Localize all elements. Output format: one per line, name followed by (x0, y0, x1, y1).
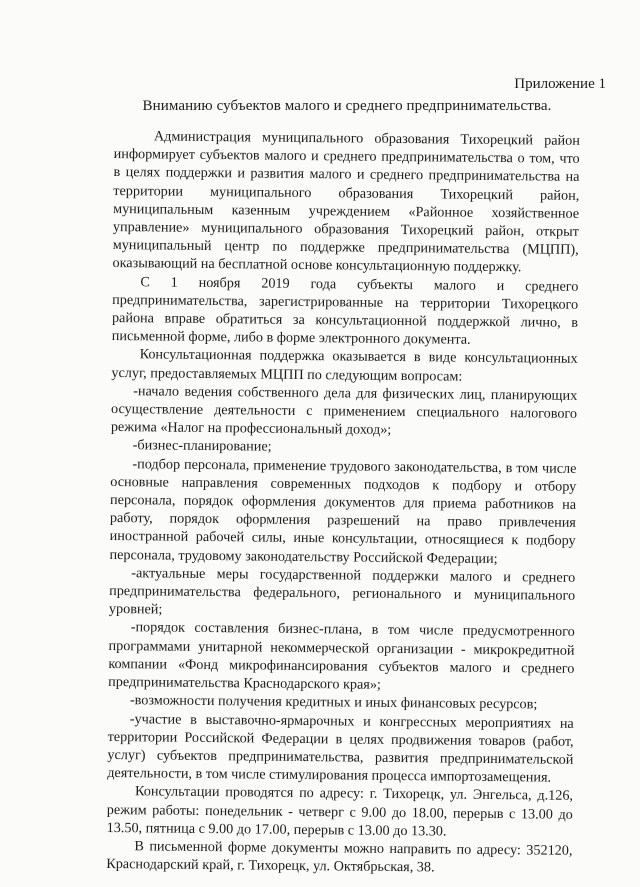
list-item: -начало ведения собственного дела для физических лиц, планирующих осуществление деятельности с применением специального налогового режима «Налог на профессиональный доход»; (110, 383, 578, 439)
list-item: -порядок составления бизнес-плана, в том числе предусмотренного программами унитарной некоммерческой организации - микрокредитной компании «Фонд микрофинансирования субъектов малого и среднего предпринимательства Краснодарского края»; (108, 619, 575, 693)
paragraph-mail: В письменной форме документы можно направить по адресу: 352120, Краснодарский край, г. Тихорецк, ул. Октябрьская, 38. (106, 838, 573, 876)
list-item: -актуальные меры государственной поддержки малого и среднего предпринимательства федерального, регионального и муниципального уровней; (108, 565, 576, 618)
appendix-label: Приложение 1 (514, 76, 606, 92)
list-item: -бизнес-планирование; (132, 437, 272, 456)
paragraph-intro: Администрация муниципального образования Тихорецкий район информирует субъектов малого и среднего предпринимательства о том, что в целях поддержки и развития малого и среднего предпринимательства на территории муниципального образования Тихорецкий район, муниципальным казенным учреждением «Районное хозяйственное управление» муниципального образования Тихорецкий район, открыт муниципальный центр по поддержке предпринимательства (МЦПП), оказывающий на бесплатной основе консультационную поддержку. (112, 128, 580, 276)
document-title: Вниманию субъектов малого и среднего предпринимательства. (142, 98, 552, 114)
paragraph-address: Консультации проводятся по адресу: г. Тихорецк, ул. Энгельса, д.126, режим работы: понедельник - четверг с 9.00 до 18.00, перерыв с 13.00 до 13.50, пятница с 9.00 до 17.00, перерыв с 13.00 до 13.30. (106, 783, 574, 840)
list-item: -возможности получения кредитных и иных финансовых ресурсов; (129, 692, 538, 713)
paragraph-consultation: Консультационная поддержка оказывается в виде консультационных услуг, предоставляемых МЦПП по следующим вопросам: (111, 346, 578, 385)
list-item: -участие в выставочно-ярмарочных и конгрессных мероприятиях на территории Российской Федерации в целях продвижения товаров (работ, услуг) субъектов предпринимательства, развития предпринимательской деятельности, в том числе стимулирования процесса импортозамещения. (107, 710, 574, 786)
list-item: -подбор персонала, применение трудового законодательства, в том числе основные направления современных подходов к подбору и отбору персонала, порядок оформления документов для приема работников на работу, порядок оформления разрешений на право привлечения иностранной рабочей силы, иные консультации, относящиеся к подбору персонала, трудовому законодательству Российской Федерации; (109, 455, 577, 567)
paragraph-date: С 1 ноября 2019 года субъекты малого и среднего предпринимательства, зарегистрированные на территории Тихорецкого района вправе обратиться за консультационной поддержкой лично, в письменной форме, либо в форме электронного документа. (111, 273, 579, 348)
document-body (106, 127, 580, 878)
